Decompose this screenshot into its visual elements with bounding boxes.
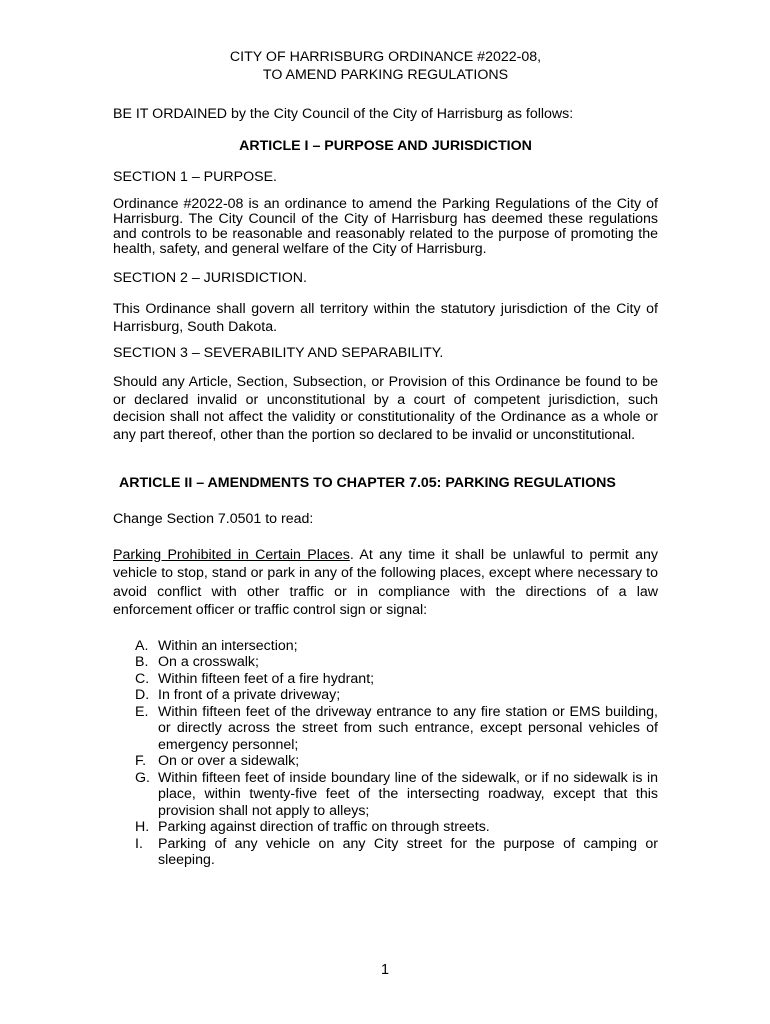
list-item-text: On or over a sidewalk; — [158, 753, 300, 769]
prohibited-places-list — [113, 638, 658, 869]
list-item-text: Within fifteen feet of a fire hydrant; — [158, 670, 375, 687]
list-marker: A. — [135, 637, 149, 654]
title-line-2: TO AMEND PARKING REGULATIONS — [262, 67, 509, 83]
list-item — [113, 836, 658, 869]
list-item-text: Within fifteen feet of the driveway entrance to any fire station or EMS building, or directly across the street from such entrance, except personal vehicles of emergency personnel; — [158, 703, 658, 753]
list-item-text: Parking of any vehicle on any City street for the purpose of camping or sleeping. — [158, 835, 658, 868]
list-item — [113, 819, 658, 836]
section-2-text: This Ordinance shall govern all territory within the statutory jurisdiction of the City of Harrisburg, South Dakota. — [113, 300, 658, 335]
page-number: 1 — [380, 962, 390, 978]
section-3-text: Should any Article, Section, Subsection, or Provision of this Ordinance be found to be or declared invalid or unconstitutional by a court of competent jurisdiction, such decision shall not affect the validity or constitutionality of the Ordinance as a whole or any part thereof, other than the portion so declared to be invalid or unconstitutional. — [113, 374, 658, 443]
section-1-text: Ordinance #2022-08 is an ordinance to amend the Parking Regulations of the City of Harrisburg. The City Council of the City of Harrisburg has deemed these regulations and controls to be reasonable and reasonably related to the purpose of promoting the health, safety, and general welfare of the City of Harrisburg. — [113, 196, 658, 257]
list-item — [113, 654, 658, 671]
list-item — [113, 704, 658, 754]
ordained-statement: BE IT ORDAINED by the City Council of the City of Harrisburg as follows: — [113, 106, 574, 122]
parking-prohibited-text: . At any time it shall be unlawful to permit any vehicle to stop, stand or park in any of the following places, except where necessary to avoid conflict with other traffic or in compliance with the directions of a law enforcement officer or traffic control sign or signal: — [113, 546, 658, 618]
list-marker: B. — [135, 654, 149, 670]
title-line-1: CITY OF HARRISBURG ORDINANCE #2022-08, — [229, 49, 542, 65]
list-item — [113, 753, 658, 770]
list-item — [113, 671, 658, 688]
list-item — [113, 638, 658, 655]
list-marker: G. — [135, 769, 150, 786]
list-item-text: In front of a private driveway; — [158, 687, 341, 703]
list-marker: E. — [135, 703, 149, 720]
list-marker: H. — [135, 819, 150, 835]
list-marker: C. — [135, 670, 150, 687]
list-item-text: Parking against direction of traffic on through streets. — [158, 819, 490, 835]
section-1-heading: SECTION 1 – PURPOSE. — [113, 168, 277, 185]
list-item — [113, 770, 658, 820]
article-2-heading: ARTICLE II – AMENDMENTS TO CHAPTER 7.05: PARKING REGULATIONS — [119, 475, 616, 491]
list-item — [113, 687, 658, 704]
parking-prohibited-paragraph — [113, 546, 658, 620]
list-marker: I. — [135, 835, 143, 852]
list-marker: D. — [135, 687, 150, 703]
document-page — [113, 48, 658, 869]
section-3-heading: SECTION 3 – SEVERABILITY AND SEPARABILITY. — [113, 344, 444, 361]
list-item-text: On a crosswalk; — [158, 654, 259, 670]
list-item-text: Within an intersection; — [158, 637, 298, 654]
parking-prohibited-title: Parking Prohibited in Certain Places — [113, 546, 350, 563]
change-instruction: Change Section 7.0501 to read: — [113, 511, 314, 527]
section-2-heading: SECTION 2 – JURISDICTION. — [113, 270, 307, 286]
article-1-heading: ARTICLE I – PURPOSE AND JURISDICTION — [239, 137, 532, 154]
list-marker: F. — [135, 753, 147, 769]
list-item-text: Within fifteen feet of inside boundary line of the sidewalk, or if no sidewalk is in place, within twenty-five feet of the intersecting roadway, except that this provision shall not apply to alleys; — [158, 769, 658, 819]
